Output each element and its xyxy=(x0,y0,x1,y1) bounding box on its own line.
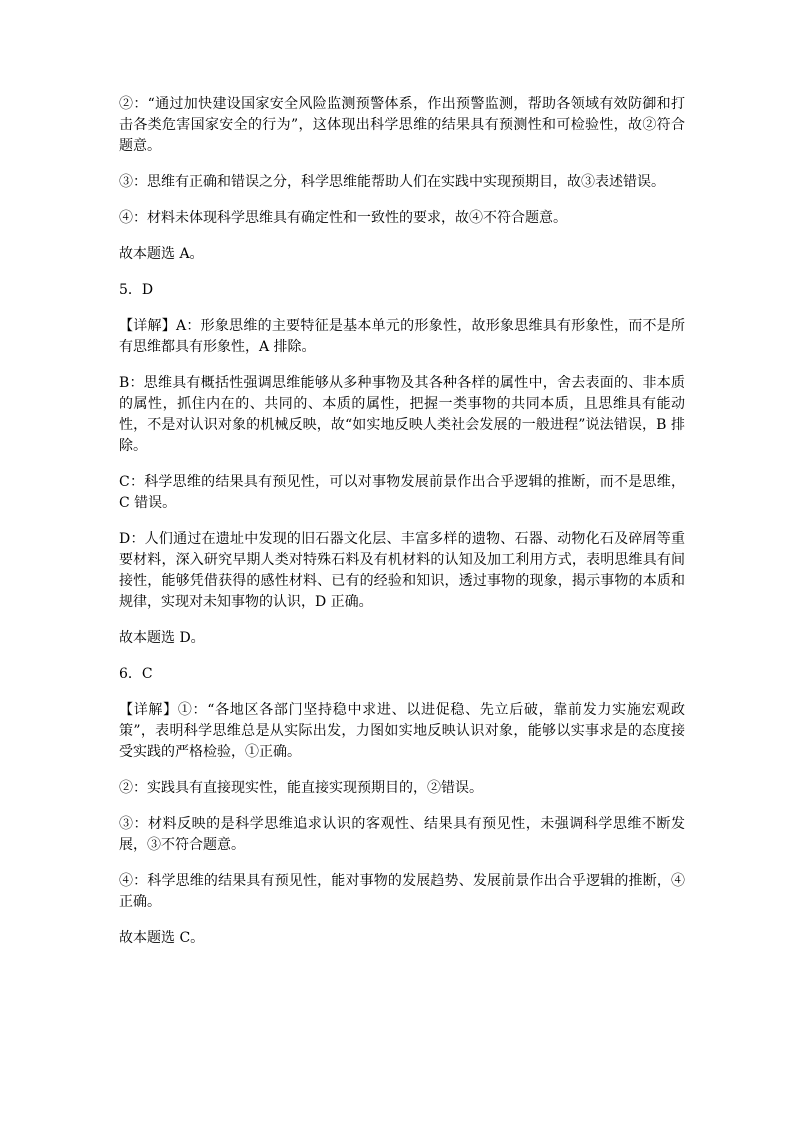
analysis-option-3-q6: ③：材料反映的是科学思维追求认识的客观性、结果具有预见性，未强调科学思维不断发展，③不符合题意。 xyxy=(119,816,685,853)
analysis-option-a-q5: 【详解】A：形象思维的主要特征是基本单元的形象性，故形象思维具有形象性，而不是所有思维都具有形象性，A 排除。 xyxy=(119,318,685,355)
analysis-option-c-q5: C：科学思维的结果具有预见性，可以对事物发展前景作出合乎逻辑的推断，而不是思维，C 错误。 xyxy=(119,474,685,511)
analysis-option-2-q4: ②：“通过加快建设国家安全风险监测预警体系，作出预警监测，帮助各领域有效防御和打击各类危害国家安全的行为”，这体现出科学思维的结果具有预测性和可检验性，故②符合题意。 xyxy=(119,96,685,154)
analysis-option-4-q6: ④：科学思维的结果具有预见性，能对事物的发展趋势、发展前景作出合乎逻辑的推断，④正确。 xyxy=(119,873,685,910)
document-page xyxy=(119,94,685,949)
answer-conclusion-q5: 故本题选 D。 xyxy=(119,630,205,646)
answer-conclusion-q4: 故本题选 A。 xyxy=(119,246,204,262)
analysis-option-b-q5: B：思维具有概括性强调思维能够从多种事物及其各种各样的属性中，舍去表面的、非本质的属性，抓住内在的、共同的、本质的属性，把握一类事物的共同本质，且思维具有能动性，不是对认识对象的机械反映，故“如实地反映人类社会发展的一般进程”说法错误，B 排除。 xyxy=(119,375,685,454)
analysis-option-d-q5: D：人们通过在遗址中发现的旧石器文化层、丰富多样的遗物、石器、动物化石及碎屑等重要材料，深入研究早期人类对特殊石料及有机材料的认知及加工利用方式，表明思维具有间接性，能够凭借获得的感性材料、已有的经验和知识，透过事物的现象，揭示事物的本质和规律，实现对未知事物的认识，D 正确。 xyxy=(119,531,685,610)
analysis-option-3-q4: ③：思维有正确和错误之分，科学思维能帮助人们在实践中实现预期目，故③表述错误。 xyxy=(119,174,665,190)
answer-conclusion-q6: 故本题选 C。 xyxy=(119,930,205,946)
analysis-option-2-q6: ②：实践具有直接现实性，能直接实现预期目的，②错误。 xyxy=(119,780,483,796)
analysis-option-1-q6: 【详解】①：“各地区各部门坚持稳中求进、以进促稳、先立后破，靠前发力实施宏观政策”，表明科学思维总是从实际出发，力图如实地反映认识对象，能够以实事求是的态度接受实践的严格检验，①正确。 xyxy=(119,702,685,760)
question-5-answer: 5．D xyxy=(119,282,154,298)
analysis-option-4-q4: ④：材料未体现科学思维具有确定性和一致性的要求，故④不符合题意。 xyxy=(119,210,567,226)
question-6-answer: 6．C xyxy=(119,666,153,682)
